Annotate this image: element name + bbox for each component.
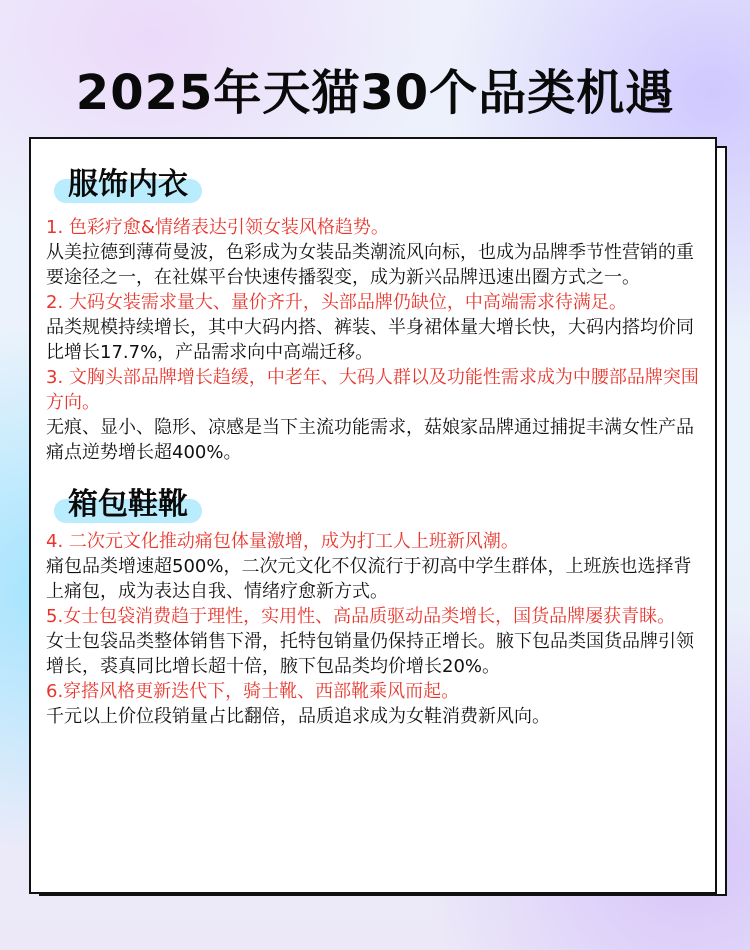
point-body-4: 痛包品类增速超500%，二次元文化不仅流行于初高中学生群体，上班族也选择背上痛包，成为表达自我、情绪疗愈新方式。: [46, 556, 692, 602]
point-title-2: 2. 大码女装需求量大、量价齐升，头部品牌仍缺位，中高端需求待满足。: [46, 292, 627, 313]
point-body-5: 女士包袋品类整体销售下滑，托特包销量仍保持正增长。腋下包品类国货品牌引领增长，裘真同比增长超十倍，腋下包品类均价增长20%。: [46, 631, 694, 677]
point-title-5: 5.女士包袋消费趋于理性，实用性、高品质驱动品类增长，国货品牌屡获青睐。: [46, 606, 676, 627]
card-content: [46, 165, 706, 729]
section-heading-apparel: 服饰内衣: [60, 165, 196, 205]
point-body-6: 千元以上价位段销量占比翻倍，品质追求成为女鞋消费新风向。: [46, 706, 550, 727]
point-body-3: 无痕、显小、隐形、凉感是当下主流功能需求，菇娘家品牌通过捕捉丰满女性产品痛点逆势增长超400%。: [46, 417, 694, 463]
section-heading-bags-shoes: 箱包鞋靴: [60, 485, 196, 525]
point-title-3: 3. 文胸头部品牌增长趋缓，中老年、大码人群以及功能性需求成为中腰部品牌突围方向。: [46, 367, 699, 413]
point-title-4: 4. 二次元文化推动痛包体量激增，成为打工人上班新风潮。: [46, 531, 519, 552]
point-title-1: 1. 色彩疗愈&情绪表达引领女装风格趋势。: [46, 217, 389, 238]
page-title: 2025年天猫30个品类机遇: [75, 65, 675, 121]
content-card: [29, 137, 717, 894]
point-body-2: 品类规模持续增长，其中大码内搭、裤装、半身裙体量大增长快，大码内搭均价同比增长17.7%，产品需求向中高端迁移。: [46, 317, 694, 363]
point-body-1: 从美拉德到薄荷曼波，色彩成为女装品类潮流风向标，也成为品牌季节性营销的重要途径之一，在社媒平台快速传播裂变，成为新兴品牌迅速出圈方式之一。: [46, 242, 694, 288]
point-title-6: 6.穿搭风格更新迭代下，骑士靴、西部靴乘风而起。: [46, 681, 460, 702]
